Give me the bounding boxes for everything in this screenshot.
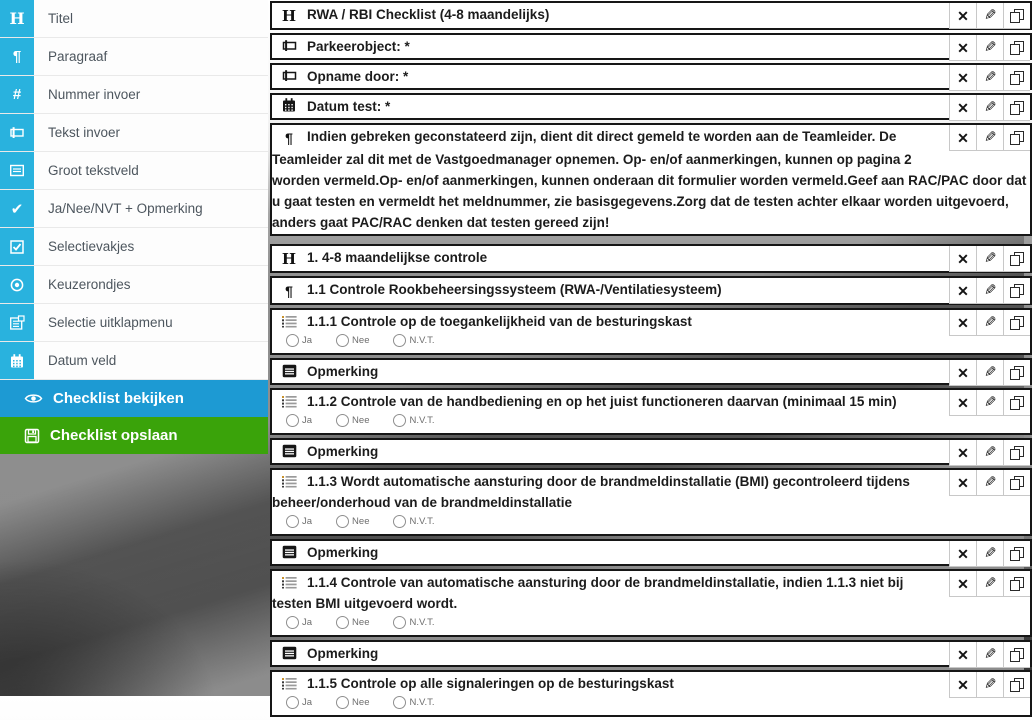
edit-button[interactable]: [976, 440, 1003, 465]
eye-icon: [24, 392, 43, 405]
sidebar-item-selectie-uitklapmenu[interactable]: [0, 304, 268, 342]
row-actions: [949, 390, 1030, 416]
copy-icon: [1010, 41, 1024, 55]
question-list-icon: [280, 315, 298, 328]
row-actions: [949, 310, 1030, 336]
copy-button[interactable]: [1003, 360, 1030, 385]
sidebar-item-label: Ja/Nee/NVT + Opmerking: [48, 201, 203, 216]
delete-icon: ✕: [957, 646, 969, 663]
form-row-title: [270, 244, 1032, 273]
copy-button[interactable]: [1003, 310, 1030, 335]
question-list-icon: [280, 576, 298, 589]
copy-button[interactable]: [1003, 672, 1030, 697]
row-actions: [949, 65, 1030, 91]
radio-ja[interactable]: Ja: [286, 616, 312, 629]
pencil-icon: ✎: [983, 69, 997, 86]
radio-ja[interactable]: Ja: [286, 414, 312, 427]
copy-icon: [1010, 446, 1024, 460]
sidebar-item-paragraaf[interactable]: [0, 38, 268, 76]
delete-icon: ✕: [957, 575, 969, 592]
delete-icon: ✕: [957, 250, 969, 267]
row-label: 1.1 Controle Rookbeheersingssysteem (RWA-/Ventilatiesysteem): [307, 282, 722, 297]
comment-textarea-icon: [280, 364, 298, 378]
edit-button[interactable]: [976, 278, 1003, 303]
delete-button[interactable]: [949, 125, 976, 150]
pencil-icon: ✎: [983, 7, 997, 24]
row-label: Indien gebreken geconstateerd zijn, dient dit direct gemeld te worden aan de Teamleider. De Teamleider zal dit met de Vastgoedmanager opnemen. Op- en/of aanmerkingen, kunnen op pagina 2 worden vermeld.Op- en/of aanmerkingen, kunnen onderaan dit formulier worden vermeld.Geef aan RAC/PAC door dat u gaat testen en vermeldt het meldnummer, zie basisgegevens.Zorg dat de testen achter elkaar worden uitgevoerd, anders gaat PAC/RAC denken dat testen gereed zijn!: [272, 129, 1027, 230]
copy-button[interactable]: [1003, 3, 1030, 28]
checklist-view-label: Checklist bekijken: [53, 390, 184, 407]
radio-circle: [393, 414, 406, 427]
delete-button[interactable]: [949, 470, 976, 495]
edit-button[interactable]: [976, 360, 1003, 385]
form-row-comment: [270, 539, 1032, 566]
radio-circle: [336, 696, 349, 709]
question-list-icon: [280, 395, 298, 408]
copy-button[interactable]: [1003, 278, 1030, 303]
delete-icon: ✕: [957, 129, 969, 146]
delete-button[interactable]: [949, 246, 976, 271]
form-row-question: [270, 569, 1032, 637]
copy-icon: [1010, 366, 1024, 380]
row-label: Opname door: *: [307, 69, 409, 84]
title-icon: H: [281, 7, 297, 25]
delete-button[interactable]: [949, 310, 976, 335]
radio-ja[interactable]: Ja: [286, 515, 312, 528]
edit-button[interactable]: [976, 470, 1003, 495]
row-label: 1.1.3 Wordt automatische aansturing door de brandmeldinstallatie (BMI) gecontroleerd tijdens beheer/onderhoud van de brandmeldinstallatie: [272, 474, 910, 510]
delete-icon: ✕: [957, 99, 969, 116]
row-actions: [949, 246, 1030, 272]
delete-button[interactable]: [949, 65, 976, 90]
pencil-icon: ✎: [983, 364, 997, 381]
delete-button[interactable]: [949, 571, 976, 596]
radio-circle: [336, 414, 349, 427]
sidebar-item-keuzerondjes[interactable]: [0, 266, 268, 304]
paragraph-icon: ¶: [285, 130, 293, 146]
checklist-editor-canvas: [270, 1, 1032, 720]
comment-textarea-icon: [280, 444, 298, 458]
copy-icon: [1010, 396, 1024, 410]
number-input-icon: #: [0, 76, 34, 113]
sidebar-item-label: Tekst invoer: [48, 125, 121, 140]
form-row-title: [270, 1, 1032, 30]
copy-icon: [1010, 316, 1024, 330]
row-actions: [949, 360, 1030, 386]
textarea-icon: [0, 152, 34, 189]
pencil-icon: ✎: [983, 250, 997, 267]
checklist-save-button[interactable]: [0, 417, 268, 454]
form-row-question: [270, 670, 1032, 717]
sidebar-item-label: Selectievakjes: [48, 239, 135, 254]
text-input-icon: [280, 38, 298, 53]
delete-icon: ✕: [957, 676, 969, 693]
save-icon: [24, 428, 40, 444]
copy-button[interactable]: [1003, 642, 1030, 667]
row-label: 1.1.1 Controle op de toegankelijkheid van de besturingskast: [307, 314, 692, 329]
sidebar-item-label: Titel: [48, 11, 74, 26]
radio-circle: [286, 334, 299, 347]
pencil-icon: ✎: [983, 394, 997, 411]
copy-button[interactable]: [1003, 440, 1030, 465]
delete-button[interactable]: [949, 642, 976, 667]
row-label: RWA / RBI Checklist (4-8 maandelijks): [307, 7, 550, 22]
copy-icon: [1010, 252, 1024, 266]
edit-button[interactable]: [976, 310, 1003, 335]
component-palette-sidebar: [0, 0, 268, 454]
copy-button[interactable]: [1003, 470, 1030, 495]
row-label: Opmerking: [307, 646, 379, 661]
delete-button[interactable]: [949, 35, 976, 60]
row-actions: [949, 95, 1030, 121]
delete-button[interactable]: [949, 440, 976, 465]
row-label: Opmerking: [307, 444, 379, 459]
edit-button[interactable]: [976, 571, 1003, 596]
checkbox-icon: [0, 228, 34, 265]
radio-nee[interactable]: Nee: [336, 696, 369, 709]
delete-icon: ✕: [957, 364, 969, 381]
title-icon: H: [281, 250, 297, 268]
calendar-icon: [0, 342, 34, 379]
form-row-date: [270, 93, 1032, 120]
radio-circle: [336, 515, 349, 528]
copy-button[interactable]: [1003, 571, 1030, 596]
copy-icon: [1010, 678, 1024, 692]
check-icon: ✔: [0, 190, 34, 227]
delete-button[interactable]: [949, 672, 976, 697]
radio-group: [286, 616, 1030, 629]
form-row-question: [270, 468, 1032, 536]
form-row-paragraph: [270, 276, 1032, 305]
radio-circle: [286, 696, 299, 709]
radio-button-icon: [0, 266, 34, 303]
sidebar-item-label: Selectie uitklapmenu: [48, 315, 173, 330]
pencil-icon: ✎: [983, 314, 997, 331]
form-row-comment: [270, 640, 1032, 667]
delete-button[interactable]: [949, 541, 976, 566]
radio-nee[interactable]: Nee: [336, 334, 369, 347]
radio-group: [286, 414, 943, 427]
row-actions: [949, 278, 1030, 304]
row-actions: [949, 3, 1030, 29]
radio-nee[interactable]: Nee: [336, 616, 369, 629]
text-input-icon: [0, 114, 34, 151]
row-label: Datum test: *: [307, 99, 391, 114]
copy-icon: [1010, 101, 1024, 115]
delete-icon: ✕: [957, 394, 969, 411]
row-actions: [949, 571, 1030, 597]
row-actions: [949, 470, 1030, 496]
radio-nee[interactable]: Nee: [336, 515, 369, 528]
pencil-icon: ✎: [983, 575, 997, 592]
comment-textarea-icon: [280, 646, 298, 660]
row-label: Opmerking: [307, 545, 379, 560]
radio-nee[interactable]: Nee: [336, 414, 369, 427]
delete-icon: ✕: [957, 545, 969, 562]
sidebar-item-nummer-invoer[interactable]: [0, 76, 268, 114]
sidebar-item-label: Paragraaf: [48, 49, 108, 64]
text-input-icon: [280, 68, 298, 83]
row-actions: [949, 672, 1030, 698]
copy-button[interactable]: [1003, 125, 1030, 150]
pencil-icon: ✎: [983, 474, 997, 491]
title-icon: H: [0, 0, 34, 37]
delete-icon: ✕: [957, 39, 969, 56]
row-actions: [949, 642, 1030, 668]
copy-button[interactable]: [1003, 246, 1030, 271]
delete-button[interactable]: [949, 3, 976, 28]
edit-button[interactable]: [976, 125, 1003, 150]
copy-button[interactable]: [1003, 65, 1030, 90]
pencil-icon: ✎: [983, 545, 997, 562]
form-row-question: [270, 388, 1032, 435]
row-actions: [949, 440, 1030, 466]
form-row-comment: [270, 358, 1032, 385]
paragraph-icon: ¶: [0, 38, 34, 75]
edit-button[interactable]: [976, 672, 1003, 697]
sidebar-item-label: Datum veld: [48, 353, 117, 368]
edit-button[interactable]: [976, 642, 1003, 667]
delete-icon: ✕: [957, 7, 969, 24]
radio-circle: [393, 696, 406, 709]
question-list-icon: [280, 475, 298, 488]
checklist-save-label: Checklist opslaan: [50, 427, 178, 444]
pencil-icon: ✎: [983, 282, 997, 299]
row-actions: [949, 125, 1030, 151]
form-row-question: [270, 308, 1032, 355]
edit-button[interactable]: [976, 390, 1003, 415]
question-list-icon: [280, 677, 298, 690]
pencil-icon: ✎: [983, 39, 997, 56]
sidebar-item-titel[interactable]: [0, 0, 268, 38]
copy-button[interactable]: [1003, 35, 1030, 60]
row-label: 1.1.5 Controle op alle signaleringen op de besturingskast: [307, 676, 674, 691]
copy-icon: [1010, 284, 1024, 298]
copy-icon: [1010, 577, 1024, 591]
copy-button[interactable]: [1003, 390, 1030, 415]
delete-button[interactable]: [949, 390, 976, 415]
calendar-icon: [280, 97, 298, 113]
comment-textarea-icon: [280, 545, 298, 559]
radio-ja[interactable]: Ja: [286, 696, 312, 709]
pencil-icon: ✎: [983, 99, 997, 116]
radio-circle: [393, 334, 406, 347]
radio-nvt[interactable]: N.V.T.: [393, 616, 434, 629]
sidebar-item-selectievakjes[interactable]: [0, 228, 268, 266]
delete-icon: ✕: [957, 314, 969, 331]
edit-button[interactable]: [976, 95, 1003, 120]
radio-nvt[interactable]: N.V.T.: [393, 334, 434, 347]
edit-button[interactable]: [976, 65, 1003, 90]
radio-group: [286, 696, 943, 709]
form-row-text-input: [270, 33, 1032, 60]
sidebar-item-label: Keuzerondjes: [48, 277, 131, 292]
radio-circle: [286, 616, 299, 629]
sidebar-item-datum-veld[interactable]: [0, 342, 268, 380]
row-label: Parkeerobject: *: [307, 39, 410, 54]
paragraph-icon: ¶: [285, 283, 293, 299]
radio-nvt[interactable]: N.V.T.: [393, 515, 434, 528]
edit-button[interactable]: [976, 541, 1003, 566]
row-label: 1. 4-8 maandelijkse controle: [307, 250, 488, 265]
form-row-comment: [270, 438, 1032, 465]
radio-nvt[interactable]: N.V.T.: [393, 696, 434, 709]
radio-nvt[interactable]: N.V.T.: [393, 414, 434, 427]
sidebar-item-label: Nummer invoer: [48, 87, 141, 102]
radio-group: [286, 334, 943, 347]
delete-icon: ✕: [957, 282, 969, 299]
radio-circle: [286, 515, 299, 528]
delete-button[interactable]: [949, 95, 976, 120]
radio-circle: [336, 616, 349, 629]
copy-button[interactable]: [1003, 95, 1030, 120]
row-label: Opmerking: [307, 364, 379, 379]
radio-ja[interactable]: Ja: [286, 334, 312, 347]
delete-icon: ✕: [957, 69, 969, 86]
copy-icon: [1010, 547, 1024, 561]
delete-icon: ✕: [957, 474, 969, 491]
edit-button[interactable]: [976, 3, 1003, 28]
dropdown-icon: [0, 304, 34, 341]
copy-icon: [1010, 9, 1024, 23]
sidebar-item-ja-nee-nvt[interactable]: [0, 190, 268, 228]
radio-circle: [286, 414, 299, 427]
copy-icon: [1010, 71, 1024, 85]
radio-circle: [393, 616, 406, 629]
delete-icon: ✕: [957, 444, 969, 461]
row-actions: [949, 35, 1030, 61]
pencil-icon: ✎: [983, 129, 997, 146]
form-row-paragraph: [270, 123, 1032, 236]
pencil-icon: ✎: [983, 676, 997, 693]
row-label: 1.1.2 Controle van de handbediening en op het juist functioneren daarvan (minimaal 15 min): [307, 394, 897, 409]
copy-icon: [1010, 648, 1024, 662]
edit-button[interactable]: [976, 35, 1003, 60]
copy-button[interactable]: [1003, 541, 1030, 566]
radio-circle: [393, 515, 406, 528]
sidebar-item-groot-tekstveld[interactable]: [0, 152, 268, 190]
radio-group: [286, 515, 1030, 528]
pencil-icon: ✎: [983, 444, 997, 461]
row-label: 1.1.4 Controle van automatische aansturing door de brandmeldinstallatie, indien 1.1.3 niet bij testen BMI uitgevoerd wordt.: [272, 575, 904, 611]
edit-button[interactable]: [976, 246, 1003, 271]
delete-button[interactable]: [949, 278, 976, 303]
radio-circle: [336, 334, 349, 347]
copy-icon: [1010, 131, 1024, 145]
form-row-text-input: [270, 63, 1032, 90]
delete-button[interactable]: [949, 360, 976, 385]
sidebar-item-label: Groot tekstveld: [48, 163, 139, 178]
sidebar-item-tekst-invoer[interactable]: [0, 114, 268, 152]
checklist-view-button[interactable]: [0, 380, 268, 417]
row-actions: [949, 541, 1030, 567]
pencil-icon: ✎: [983, 646, 997, 663]
copy-icon: [1010, 476, 1024, 490]
